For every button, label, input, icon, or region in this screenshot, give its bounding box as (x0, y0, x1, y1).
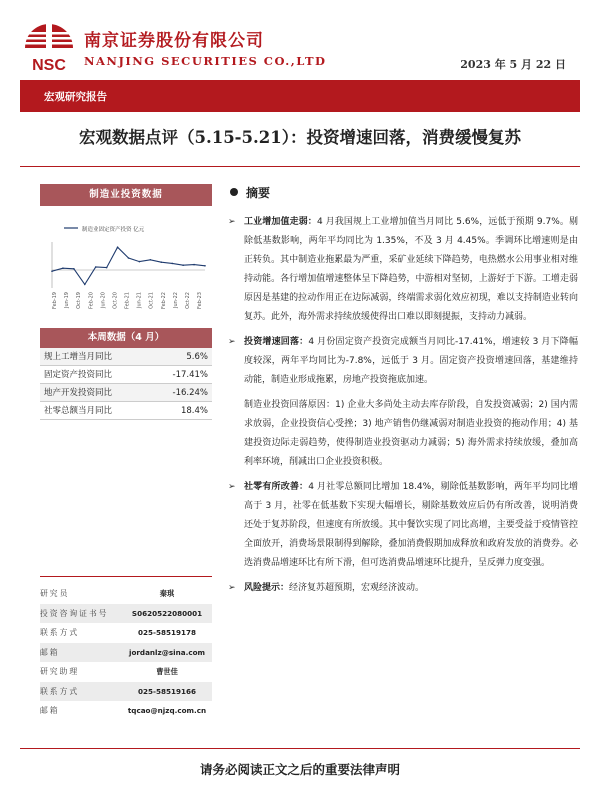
x-tick-label: Jun-21 (136, 292, 143, 308)
para-text: 经济复苏超预期，宏观经济波动。 (289, 583, 425, 593)
data-point (150, 259, 152, 261)
x-tick-label: Feb-23 (197, 292, 203, 310)
table-row (40, 384, 212, 402)
x-tick-label: Feb-20 (88, 292, 95, 310)
contact-key: 联系方式 (40, 686, 80, 696)
chart-heading: 制造业投资数据 (40, 184, 212, 206)
brand-name-cn: 南京证券股份有限公司 (84, 31, 264, 51)
data-point (171, 263, 173, 265)
contact-row (40, 623, 212, 643)
footer-divider (20, 748, 580, 749)
data-point (160, 261, 162, 263)
para-text: 制造业投资回落原因：1) 企业大多尚处主动去库存阶段，自发投资减弱；2) 国内需求放弱，企业投资信心受挫；3) 地产销售仍继减弱对制造业投资的拖动作用；4) 基建投资边际走弱趋势，使得制造业投资驱动力减弱；5) 海外需求持续放缓，叠加高利率环境，削减出口企业投资积极。 (244, 400, 578, 467)
para-text: 4 月社零总额同比增加 18.4%，剔除低基数影响，两年平均同比增高于 3 月，社零在低基数下实现大幅增长，剔除基数效应后仍有所改善，说明消费还处于复苏阶段，但速度有所放缓。其中餐饮实现了同比高增，主要受益于疫情管控全面放开，消费场景限制得到解除，叠加消费假期加成释放和政府发放的消费券。必选消费品增速环比有所下滑，但可选消费品增速环比提升，呈反弹力度变强。 (244, 482, 578, 568)
contact-value: 025-58519178 (138, 628, 196, 637)
arrow-bullet-icon: ➢ (228, 337, 236, 347)
row-value: 18.4% (180, 406, 208, 416)
x-tick-label: Jun-19 (64, 292, 71, 308)
data-point (84, 284, 86, 286)
x-tick-label: Feb-22 (160, 292, 167, 310)
x-tick-label: Feb-21 (124, 292, 131, 310)
para-lead: 风险提示： (244, 583, 290, 593)
brand-name-en: NANJING SECURITIES CO.,LTD (84, 54, 327, 68)
para-lead: 投资增速回落： (244, 337, 309, 347)
contacts-block (40, 584, 212, 721)
manufacturing-investment-chart (40, 206, 212, 328)
report-type: 宏观研究报告 (44, 91, 107, 103)
x-tick-label: Oct-20 (112, 292, 119, 309)
legal-notice: 请务必阅读正文之后的重要法律声明 (199, 762, 400, 777)
report-date: 2023 年 5 月 22 日 (460, 58, 566, 71)
contact-key: 投资咨询证书号 (40, 608, 109, 618)
data-point (128, 257, 130, 259)
x-tick-label: Oct-21 (148, 292, 155, 309)
x-tick-label: Jun-22 (172, 292, 179, 308)
company-logo (20, 20, 78, 76)
contact-row (40, 643, 212, 663)
data-point (95, 266, 97, 268)
legend-label: 制造业固定资产投资 亿元 (82, 227, 145, 233)
row-label: 社零总额当月同比 (44, 406, 113, 416)
contact-key: 联系方式 (40, 628, 80, 637)
arrow-bullet-icon: ➢ (228, 482, 236, 492)
contact-row (40, 682, 212, 702)
summary-paragraph (228, 333, 578, 390)
row-value: -16.24% (172, 388, 208, 398)
contact-row (40, 604, 212, 624)
contact-row (40, 701, 212, 721)
summary-paragraph (228, 579, 578, 598)
row-label: 地产开发投资同比 (44, 388, 113, 398)
x-tick-label: Jun-20 (100, 292, 107, 308)
contact-value: 秦琪 (159, 589, 175, 598)
data-point (62, 267, 64, 269)
contact-value: S0620522080001 (131, 608, 203, 618)
contact-key: 研究助理 (40, 667, 80, 676)
row-label: 规上工增当月同比 (44, 352, 113, 362)
main-content (228, 184, 578, 604)
data-point (182, 264, 184, 266)
contact-key: 邮箱 (40, 647, 60, 657)
data-point (193, 264, 195, 266)
contact-key: 邮箱 (40, 706, 60, 715)
table-row (40, 348, 212, 366)
sidebar (40, 184, 212, 420)
data-point (204, 265, 206, 267)
table-row (40, 366, 212, 384)
report-title: 宏观数据点评（5.15-5.21）：投资增速回落，消费缓慢复苏 (79, 128, 521, 147)
logo-abbr: NSC (32, 57, 66, 74)
contact-value: 025-58519166 (138, 686, 196, 696)
x-tick-label: Feb-19 (52, 292, 58, 310)
contact-value: 曹世佳 (156, 667, 178, 676)
page-header (20, 18, 580, 78)
data-point (73, 268, 75, 270)
row-value: -17.41% (172, 370, 208, 380)
contact-email[interactable]: tqcao@njzq.com.cn (127, 706, 207, 715)
contact-email[interactable]: jordanlz@sina.com (128, 647, 206, 657)
bullet-dot-icon (230, 188, 238, 196)
data-point (106, 267, 108, 269)
table-heading: 本周数据（4 月） (40, 328, 212, 348)
x-tick-label: Oct-22 (184, 292, 191, 309)
summary-paragraph (228, 213, 578, 327)
x-tick-label: Oct-19 (76, 292, 83, 309)
chart-svg (40, 206, 212, 328)
arrow-bullet-icon: ➢ (228, 217, 236, 227)
data-point (117, 246, 119, 248)
summary-title: 摘要 (246, 186, 271, 200)
table-row (40, 402, 212, 420)
contact-key: 研究员 (40, 589, 70, 598)
series-line (52, 247, 205, 284)
weekly-data-table (40, 348, 212, 420)
summary-heading (228, 184, 578, 201)
para-text: 4 月份固定资产投资完成额当月同比-17.41%，增速较 3 月下降幅度较深，两年平均同比为-7.8%，远低于 3 月。固定资产投资增速回落，基建维持动能，制造业形成拖累，房地产投资拖底加速。 (244, 337, 578, 385)
report-type-bar (20, 80, 580, 112)
para-text: 4 月我国规上工业增加值当月同比 5.6%，远低于预期 9.7%。剔除低基数影响，两年平均同比为 1.35%，不及 3 月 4.45%。季调环比增速则是由正转负。其中制造业拖累最为严重，采矿业延续下降趋势，电热燃水公用事业相对维持动能。各行增加值增速整体呈下降趋势，中游相对坚韧，上游好于下游。工增走弱原因是基建的拉动作用正在边际减弱，终端需求弱化效应初现，难以支持制造业转向复苏。此外，海外需求持续放缓使得出口难以即刻提振，支持动力减弱。 (244, 217, 578, 322)
data-point (139, 261, 141, 263)
summary-paragraph (228, 478, 578, 573)
contact-row (40, 662, 212, 682)
summary-paragraph (228, 396, 578, 472)
contacts-top-divider (40, 576, 212, 577)
para-lead: 社零有所改善： (244, 482, 309, 492)
title-divider (20, 166, 580, 167)
para-lead: 工业增加值走弱： (244, 217, 317, 227)
arrow-bullet-icon: ➢ (228, 583, 236, 593)
row-label: 固定资产投资同比 (44, 370, 113, 380)
row-value: 5.6% (186, 352, 208, 362)
data-point (51, 270, 53, 272)
contact-row (40, 584, 212, 604)
